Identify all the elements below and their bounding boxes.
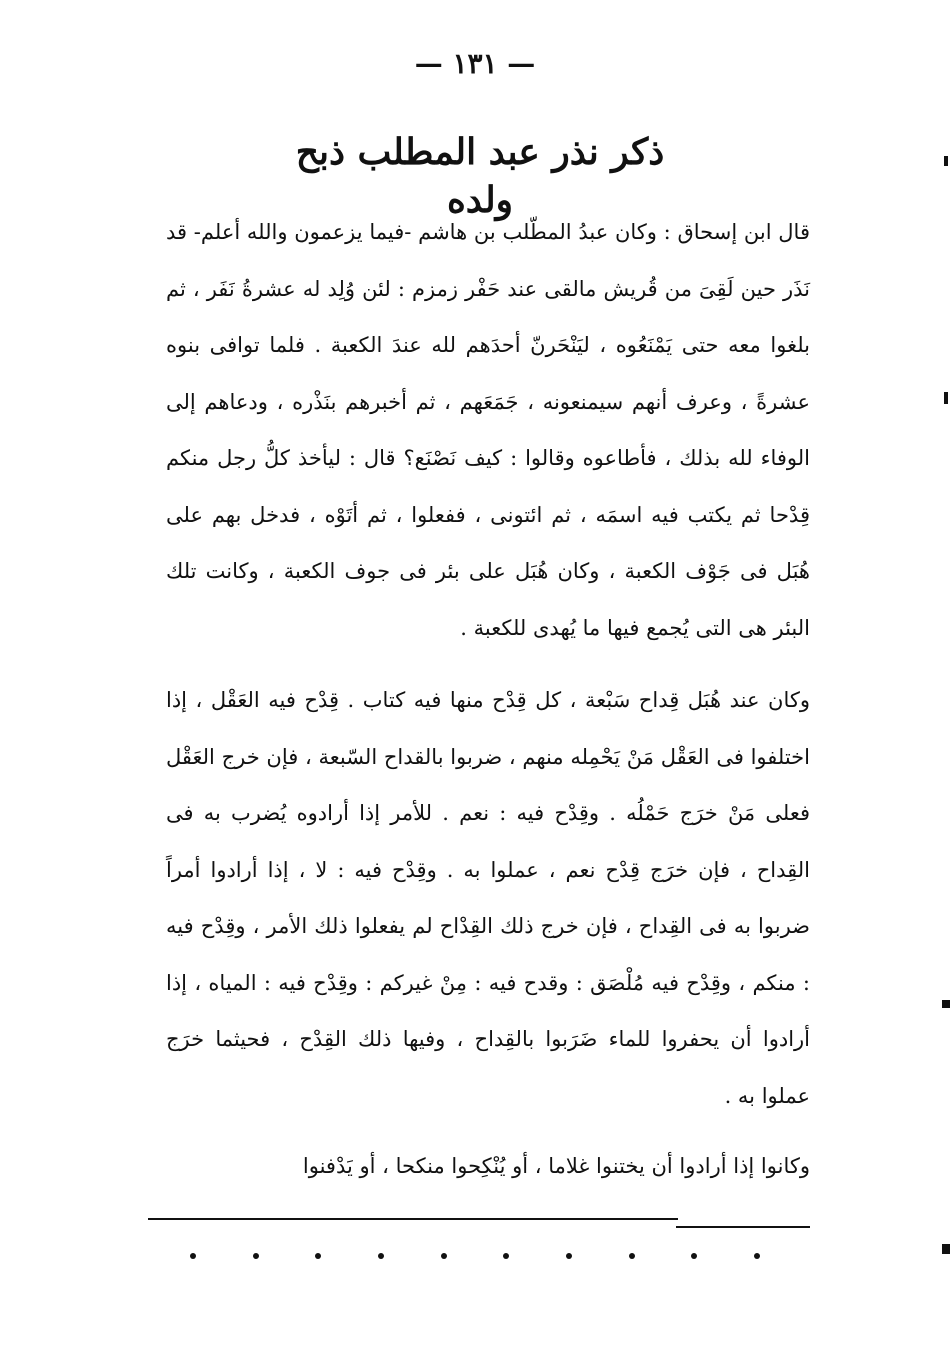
chapter-title: ذكر نذر عبد المطلب ذبح ولده <box>295 131 665 221</box>
paragraph-3: وكانوا إذا أرادوا أن يختنوا غلاما ، أو يُنْكِحوا منكحا ، أو يَدْفنوا <box>302 1154 810 1178</box>
paragraph-1: قال ابن إسحاق : وكان عبدُ المطّلب بن هاشم -فيما يزعمون والله أعلم- قد نَذَر حين لَقِىَ من قُريش مالقى عند حَفْر زمزم : لئن وُلِد له عشرةُ نَفَر ، ثم بلغوا معه حتى يَمْنَعُوه ، ليَنْحَرنّ أحدَهم لله عندَ الكعبة . فلما توافى بنوه عشرةً ، وعرف أنهم سيمنعونه ، جَمَعَهم ، ثم أخبرهم بنَذْره ، ودعاهم إلى الوفاء لله بذلك ، فأطاعوه وقالوا : كيف نَصْنَع؟ قال : ليأخذ كلُّ رجل منكم قِدْحا ثم يكتب فيه اسمَه ، ثم ائتونى ، ففعلوا ، ثم أتَوْه ، فدخل بهم على هُبَل فى جَوْف الكعبة ، وكان هُبَل على بئر فى جوف الكعبة ، وكانت تلك البئر هى التى يُجمع فيها ما يُهدى للكعبة . <box>166 220 810 640</box>
footer-rule-long <box>148 1218 678 1220</box>
footer-dot <box>691 1253 697 1259</box>
footer-dot <box>754 1253 760 1259</box>
scan-edge-mark <box>944 392 948 404</box>
scan-edge-mark <box>942 1244 950 1254</box>
footer-dot <box>441 1253 447 1259</box>
scan-edge-mark <box>944 156 948 166</box>
footer-dot <box>629 1253 635 1259</box>
footer-dot <box>503 1253 509 1259</box>
footer-dot <box>253 1253 259 1259</box>
page-number: — ١٣١ — <box>414 47 536 80</box>
footer-rule-short <box>676 1226 810 1228</box>
footer-dot-row <box>190 1246 760 1266</box>
scan-edge-mark <box>942 1000 950 1008</box>
paragraph-2: وكان عند هُبَل قِداح سَبْعة ، كل قِدْح منها فيه كتاب . قِدْح فيه العَقْل ، إذا اختلفوا فى العَقْل مَنْ يَحْمِله منهم ، ضربوا بالقداح السّبعة ، فإن خرج العَقْل فعلى مَنْ خرَج حَمْلُه . وقِدْح فيه : نعم . للأمر إذا أرادوه يُضرب به فى القِداح ، فإن خرَج قِدْح نعم ، عملوا به . وقِدْح فيه : لا ، إذا أرادوا أمراً ضربوا به فى القِداح ، فإن خرج ذلك القِدْاح لم يفعلوا ذلك الأمر ، وقِدْح فيه : منكم ، وقِدْح فيه مُلْصَق : وقدح فيه : مِنْ غيركم : وقِدْح فيه : المياه ، إذا أرادوا أن يحفروا للماء ضَرَبوا بالقِداح ، وفيها ذلك القِدْح ، فحيثما خرَج عملوا به . <box>166 688 810 1108</box>
footer-dot <box>315 1253 321 1259</box>
footer-dot <box>566 1253 572 1259</box>
footer-dot <box>378 1253 384 1259</box>
footer-dot <box>190 1253 196 1259</box>
